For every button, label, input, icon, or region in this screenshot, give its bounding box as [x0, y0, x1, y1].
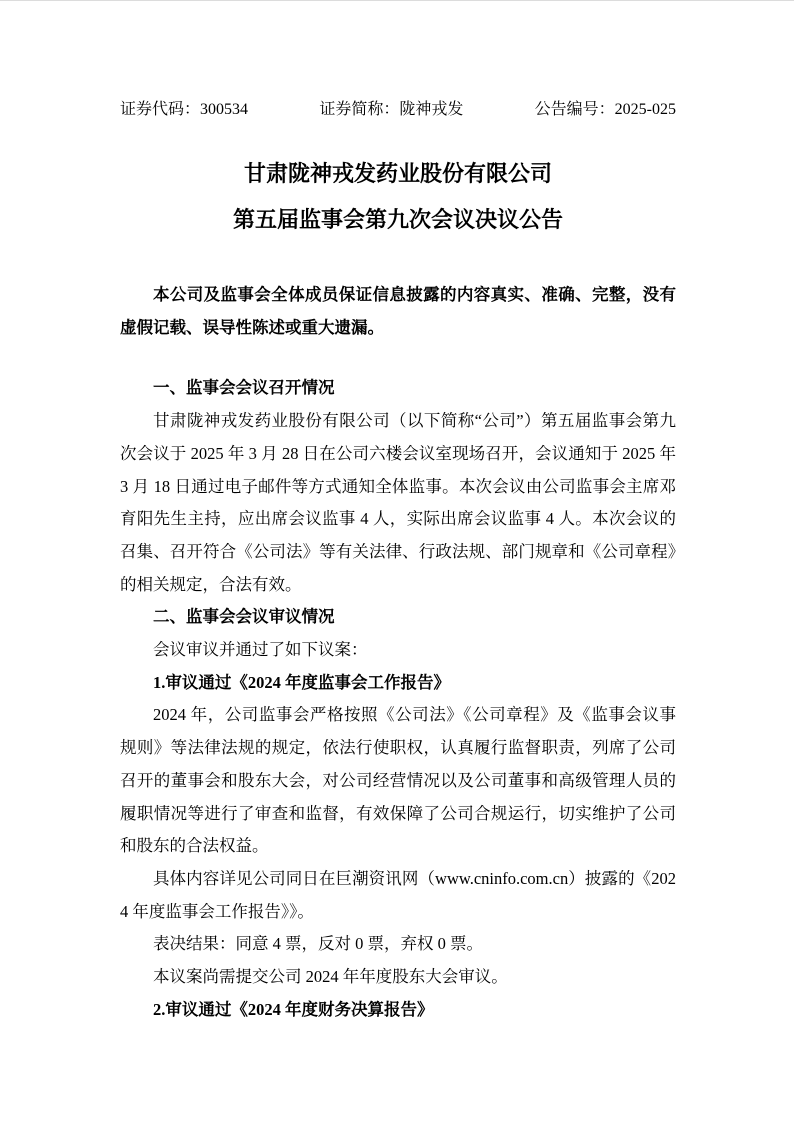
document-content: [0, 1, 794, 1122]
title-block: [120, 151, 676, 243]
stock-code: 证券代码：300534: [120, 101, 249, 118]
item1-note: 本议案尚需提交公司 2024 年年度股东大会审议。: [153, 967, 508, 987]
item1-heading: 1.审议通过《2024 年度监事会工作报告》: [153, 672, 450, 692]
item2-heading: 2.审议通过《2024 年度财务决算报告》: [153, 999, 434, 1019]
document-header: [120, 100, 676, 119]
item1-paragraph2: 具体内容详见公司同日在巨潮资讯网（www.cninfo.com.cn）披露的《2024 年度监事会工作报告》》。: [120, 868, 676, 921]
announcement-title: 第五届监事会第九次会议决议公告: [232, 207, 563, 232]
section2-intro: 会议审议并通过了如下议案：: [153, 640, 368, 660]
item1-vote-result: 表决结果：同意 4 票，反对 0 票，弃权 0 票。: [153, 934, 483, 954]
section1-paragraph: 甘肃陇神戎发药业股份有限公司（以下简称“公司”）第五届监事会第九次会议于 2025 年 3 月 28 日在公司六楼会议室现场召开，会议通知于 2025 年 3 月 18 日通过电子邮件等方式通知全体监事。本次会议由公司监事会主席邓育阳先生主持，应出席会议监事 4 人，实际出席会议监事 4 人。本次会议的召集、召开符合《公司法》等有关法律、行政法规、部门规章和《公司章程》的相关规定，合法有效。: [120, 411, 676, 594]
stock-short-name: 证券简称：陇神戎发: [319, 101, 464, 118]
announcement-number: 公告编号：2025-025: [534, 101, 676, 118]
disclaimer-statement: 本公司及监事会全体成员保证信息披露的内容真实、准确、完整，没有虚假记载、误导性陈述或重大遗漏。: [120, 285, 676, 337]
section1-heading: 一、监事会会议召开情况: [153, 378, 335, 398]
section2-heading: 二、监事会会议审议情况: [153, 607, 335, 627]
company-name-title: 甘肃陇神戎发药业股份有限公司: [243, 161, 552, 186]
item1-paragraph1: 2024 年，公司监事会严格按照《公司法》《公司章程》及《监事会议事规则》等法律法规的规定，依法行使职权，认真履行监督职责，列席了公司召开的董事会和股东大会，对公司经营情况以及公司董事和高级管理人员的履职情况等进行了审查和监督，有效保障了公司合规运行，切实维护了公司和股东的合法权益。: [120, 705, 676, 856]
